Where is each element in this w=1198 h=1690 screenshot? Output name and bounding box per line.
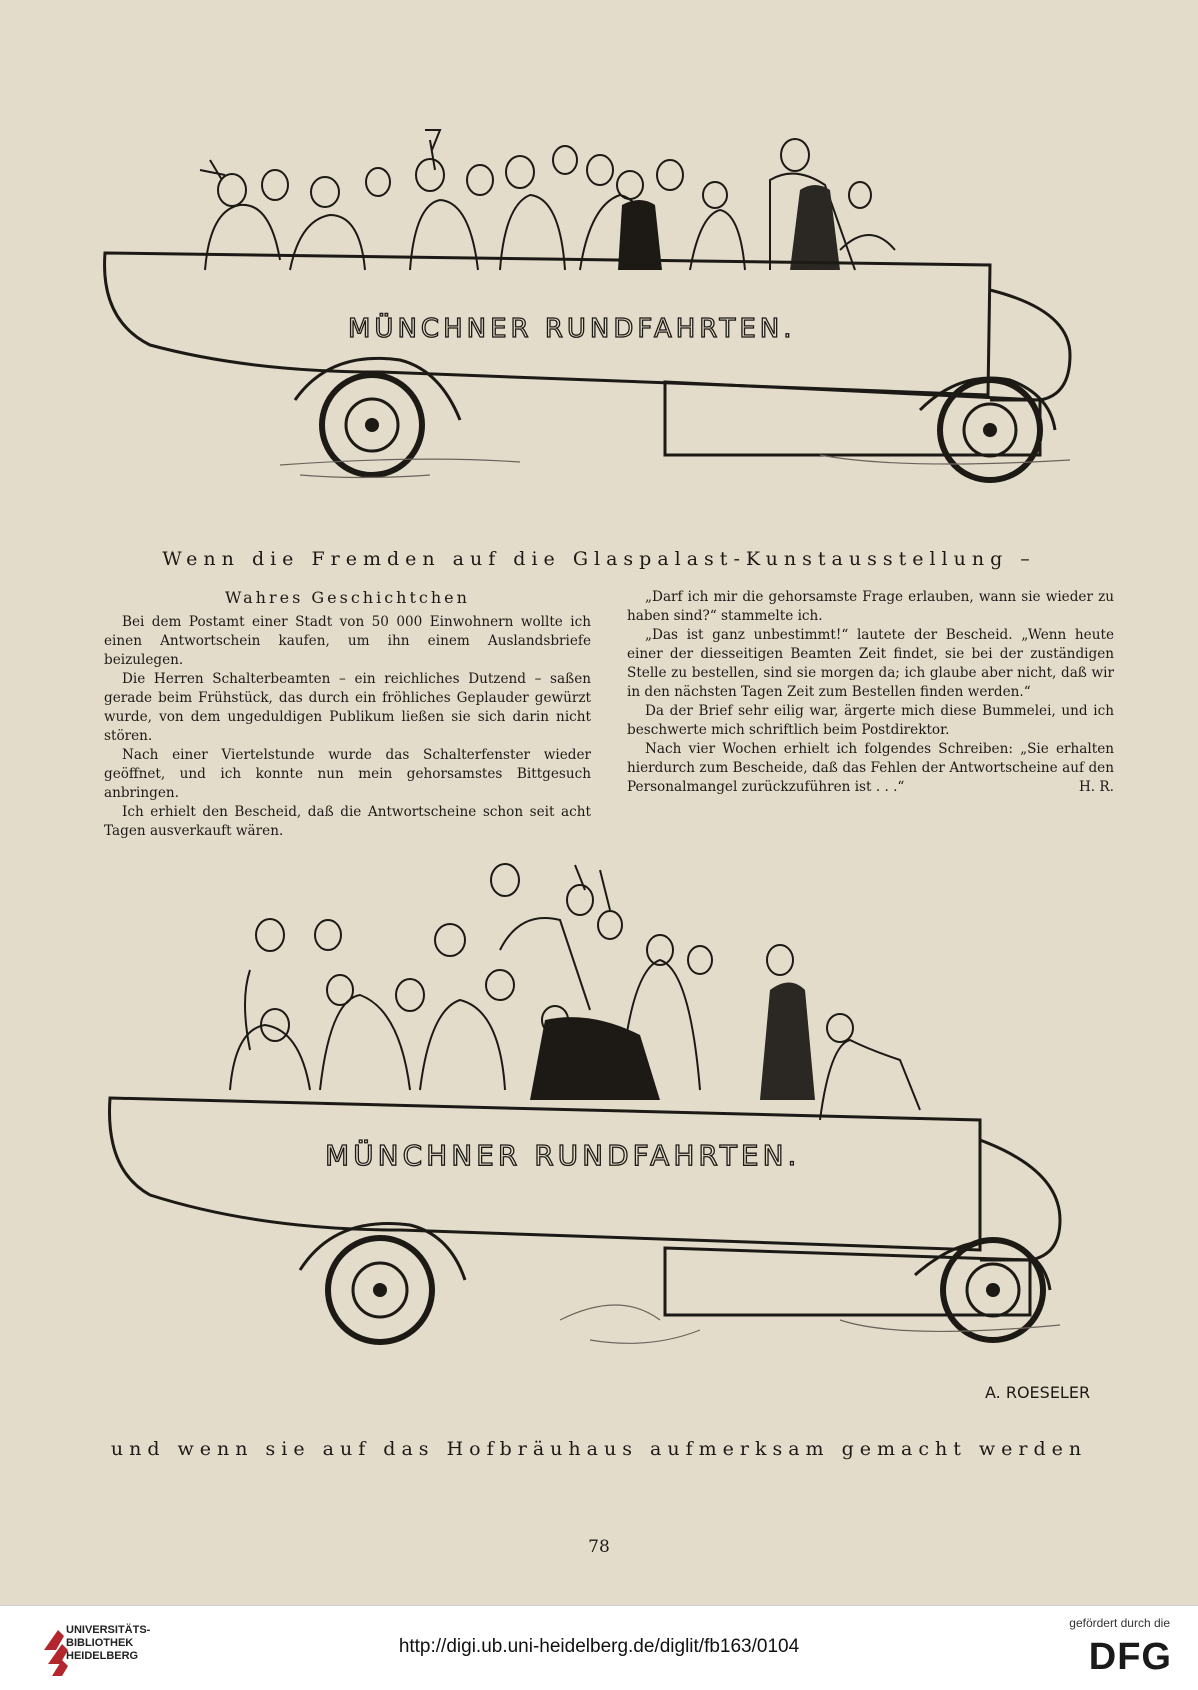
bottom-caption: und wenn sie auf das Hofbräuhaus aufmerksam gemacht werden — [110, 1438, 1088, 1460]
story-paragraph: Bei dem Postamt einer Stadt von 50 000 Einwohnern wollte ich einen Antwortschein kaufen, um ihn einem Auslandsbriefe beizulegen. — [104, 614, 591, 668]
story-paragraph: Nach einer Viertelstunde wurde das Schalterfenster wieder geöffnet, und ich konnte nun mein gehorsamstes Bittgesuch anbringen. — [104, 747, 591, 801]
story-paragraph: Ich erhielt den Bescheid, daß die Antwortscheine schon seit acht Tagen ausverkauft wären. — [104, 804, 591, 839]
author-initials: H. R. — [1078, 779, 1114, 795]
document-url-link[interactable]: http://digi.ub.uni-heidelberg.de/diglit/fb163/0104 — [398, 1636, 800, 1657]
dfg-logo[interactable]: DFG — [1088, 1636, 1172, 1678]
story-paragraph: Die Herren Schalterbeamten – ein reichliches Dutzend – saßen gerade beim Frühstück, das durch ein fröhliches Geplauder gewürzt wurde, von dem ungeduldigen Publikum ließen sie sich darin nicht stören. — [104, 671, 591, 744]
top-caption: Wenn die Fremden auf die Glaspalast-Kunstausstellung – — [162, 548, 1036, 570]
funding-note: gefördert durch die — [1069, 1616, 1170, 1630]
story-columns — [104, 588, 1114, 841]
story-left-column — [104, 588, 591, 841]
library-name-line: BIBLIOTHEK — [66, 1637, 134, 1649]
bottom-bus-wheels — [328, 1238, 1043, 1342]
library-name-line: UNIVERSITÄTS- — [66, 1624, 151, 1636]
bottom-bus-body — [110, 1098, 1061, 1315]
story-title: Wahres Geschichtchen — [225, 588, 470, 607]
top-bus-drawing — [0, 110, 1198, 540]
bottom-bus-drawing — [0, 850, 1198, 1410]
tour-guide-figure — [790, 185, 840, 270]
story-paragraph: Da der Brief sehr eilig war, ärgerte mich diese Bummelei, und ich beschwerte mich schriftlich beim Postdirektor. — [627, 703, 1114, 738]
story-paragraph — [627, 740, 1114, 797]
top-bus-body — [105, 253, 1070, 455]
top-illustration — [0, 110, 1198, 540]
top-passengers — [200, 130, 895, 270]
tour-guide-figure — [760, 983, 815, 1101]
top-bus-label: MÜNCHNER RUNDFAHRTEN. — [348, 314, 796, 344]
artist-signature: A. ROESELER — [985, 1383, 1091, 1402]
dark-suited-passenger — [530, 1017, 660, 1100]
story-paragraph: „Das ist ganz unbestimmt!“ lautete der Bescheid. „Wenn heute einer der diesseitigen Beamten Zeit findet, sie bei der zuständigen Stelle zu bestellen, sind sie morgen da; ich glaube aber nicht, daß wir in den nächsten Tagen Zeit zum Bestellen finden werden.“ — [627, 627, 1114, 700]
viewer-footer — [0, 1605, 1198, 1690]
library-name-line: HEIDELBERG — [66, 1650, 139, 1662]
story-paragraph-text: Nach vier Wochen erhielt ich folgendes Schreiben: „Sie erhalten hierdurch zum Bescheide, daß das Fehlen der Antwortscheine auf den Personalmangel zurückzuführen ist . . .“ — [627, 741, 1114, 795]
bottom-illustration — [0, 850, 1198, 1410]
story-paragraph: „Darf ich mir die gehorsamste Frage erlauben, wann sie wieder zu haben sind?“ stammelte ich. — [627, 589, 1114, 624]
bottom-bus-label: MÜNCHNER RUNDFAHRTEN. — [325, 1139, 801, 1172]
page-number: 78 — [588, 1537, 610, 1557]
story-right-column — [627, 588, 1114, 841]
